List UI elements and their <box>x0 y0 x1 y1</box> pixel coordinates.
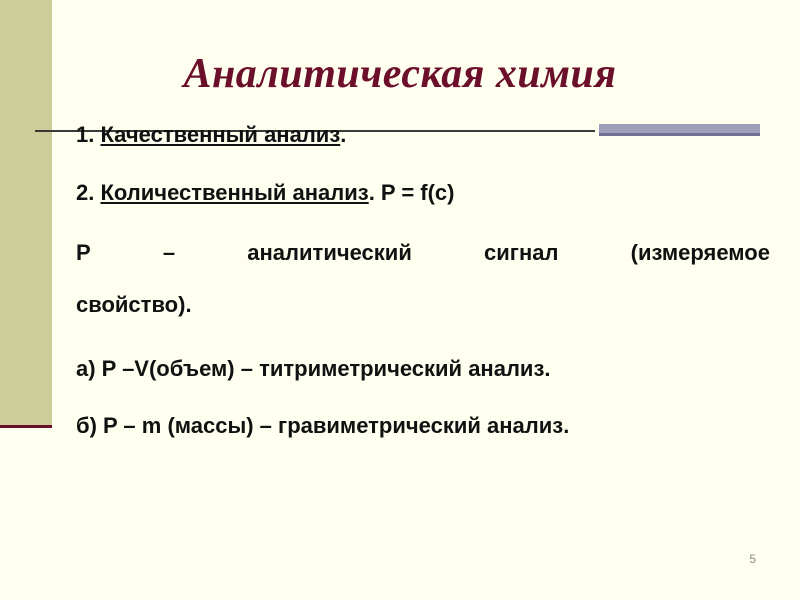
definition-line <box>76 240 770 266</box>
definition-word: аналитический <box>247 240 412 265</box>
definition-word: (измеряемое <box>630 240 770 265</box>
item-number: 1. <box>76 122 95 147</box>
item-quantitative <box>76 180 455 206</box>
item-end: . <box>340 122 347 147</box>
slide-title: Аналитическая химия <box>183 51 617 97</box>
line-titrimetric: а) P –V(объем) – титриметрический анализ. <box>76 356 551 381</box>
item-number: 2. <box>76 180 95 205</box>
item-qualitative <box>76 122 346 148</box>
left-accent-rule <box>0 425 52 428</box>
slide-number: 5 <box>749 552 756 566</box>
definition-word: P <box>76 240 91 265</box>
item-label: Количественный анализ <box>100 180 369 205</box>
definition-word: – <box>162 240 176 265</box>
title-divider-bar <box>599 124 760 136</box>
item-formula: . P = f(c) <box>368 180 455 205</box>
line-gravimetric: б) P – m (массы) – гравиметрический анализ. <box>76 413 570 438</box>
definition-word: сигнал <box>484 240 559 265</box>
definition-continuation: свойство). <box>76 292 192 317</box>
item-label: Качественный анализ <box>100 122 341 147</box>
